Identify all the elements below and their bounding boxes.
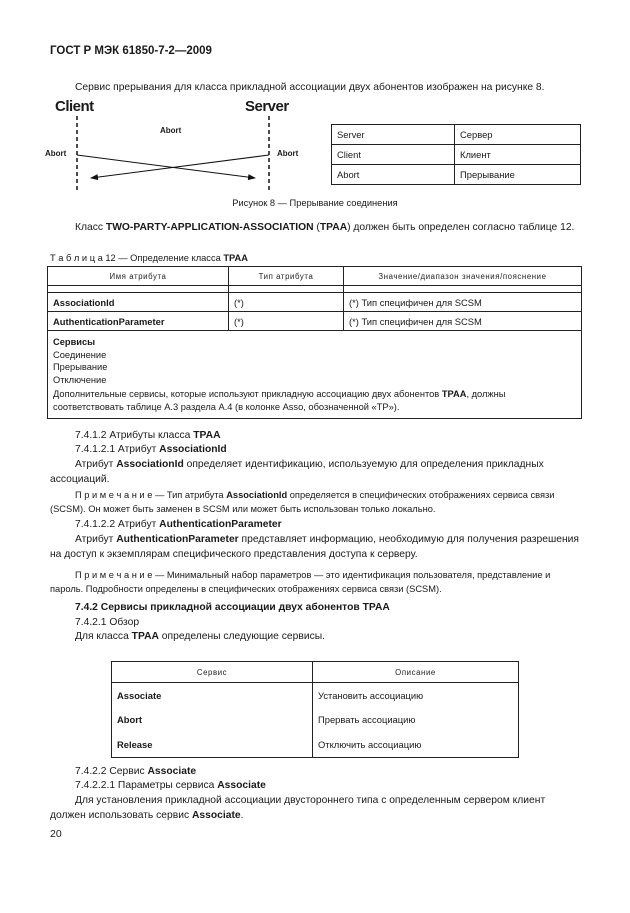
paragraph-authenticationparameter: Атрибут AuthenticationParameter представляет информацию, необходимую для получения разрешения на доступ к экземплярам специфического представления доступа к серверу. [50, 534, 579, 560]
table12-header-value: Значение/диапазон значения/пояснение [344, 267, 582, 286]
table12-cell: (*) [229, 293, 344, 312]
server-label: Server [245, 98, 289, 115]
client-label: Client [55, 98, 94, 115]
table12-services-row [48, 331, 582, 419]
note-authentication: П р и м е ч а н и е — Минимальный набор параметров — это идентификация пользователя, представление и пароль. Подробности определены в специфических отображениях сервиса связи (SCSM). [50, 570, 551, 594]
services-cell: Отключить ассоциацию [313, 731, 519, 758]
table12-header-row [48, 267, 582, 286]
table12-header-name: Имя атрибута [48, 267, 229, 286]
table-row [48, 293, 582, 312]
legend-row [332, 165, 581, 185]
table12-header-type: Тип атрибута [229, 267, 344, 286]
services-cell: Установить ассоциацию [313, 683, 519, 708]
heading-7-4-1-2-2: 7.4.1.2.2 Атрибут AuthenticationParameter [75, 519, 282, 530]
table12-caption: Т а б л и ц а 12 — Определение класса TPAA [50, 253, 248, 263]
services-item: Отключение [53, 374, 107, 385]
abort-right-label: Abort [277, 149, 299, 158]
services-extra: Дополнительные сервисы, которые используют прикладную ассоциацию двух абонентов TPAA, должны соответствовать таблице А.3 раздела А.4 (в колонке Asso, обозначенной «TP»). [53, 389, 506, 412]
legend-term: Client [332, 145, 455, 165]
heading-7-4-2-2: 7.4.2.2 Сервис Associate [75, 766, 197, 777]
heading-7-4-1-2-1: 7.4.1.2.1 Атрибут AssociationId [75, 444, 227, 455]
sequence-lines [45, 98, 305, 193]
services-table [111, 661, 519, 758]
table12-cell: AssociationId [48, 293, 229, 312]
table-row [112, 731, 519, 758]
figure-caption: Рисунок 8 — Прерывание соединения [232, 198, 398, 208]
legend-translation: Клиент [455, 145, 581, 165]
table-row [48, 312, 582, 331]
services-item: Соединение [53, 349, 107, 360]
note-associationid: П р и м е ч а н и е — Тип атрибута AssociationId определяется в специфических отображениях сервиса связи (SCSM). Он может быть заменен в SCSM или может быть использован только локально. [50, 490, 555, 514]
table12-cell: AuthenticationParameter [48, 312, 229, 331]
figure-abort-diagram [45, 98, 305, 193]
services-title: Сервисы [53, 337, 96, 347]
heading-7-4-2-1: 7.4.2.1 Обзор [75, 617, 140, 628]
legend-translation: Прерывание [455, 165, 581, 185]
paragraph-class-intro: Класс TWO-PARTY-APPLICATION-ASSOCIATION (TPAA) должен быть определен согласно таблице 12. [75, 222, 575, 233]
services-header-service: Сервис [112, 662, 313, 683]
legend-row [332, 145, 581, 165]
paragraph-services-intro: Для класса TPAA определены следующие сервисы. [75, 631, 325, 642]
services-item: Прерывание [53, 362, 108, 372]
table12-cell: (*) Тип специфичен для SCSM [344, 312, 582, 331]
page-number: 20 [50, 828, 62, 840]
table12 [47, 266, 582, 419]
services-cell: Release [112, 731, 313, 758]
abort-left-label: Abort [45, 149, 67, 158]
document-header: ГОСТ Р МЭК 61850-7-2—2009 [50, 45, 212, 57]
legend-term: Server [332, 125, 455, 145]
table-row [112, 683, 519, 708]
heading-7-4-1-2: 7.4.1.2 Атрибуты класса TPAA [75, 430, 221, 441]
legend-row [332, 125, 581, 145]
paragraph-associate: Для установления прикладной ассоциации двустороннего типа с определенным сервером клиент должен использовать сервис Associate. [50, 795, 546, 821]
services-cell: Прервать ассоциацию [313, 707, 519, 731]
heading-7-4-2-2-1: 7.4.2.2.1 Параметры сервиса Associate [75, 780, 266, 791]
services-cell: Abort [112, 707, 313, 731]
abort-center-label: Abort [160, 126, 182, 135]
legend-term: Abort [332, 165, 455, 185]
figure-legend-table [331, 124, 581, 185]
legend-translation: Сервер [455, 125, 581, 145]
table12-spacer-row [48, 286, 582, 293]
table12-cell: (*) [229, 312, 344, 331]
heading-7-4-2: 7.4.2 Сервисы прикладной ассоциации двух абонентов TPAA [75, 602, 390, 613]
services-cell: Associate [112, 683, 313, 708]
services-header-description: Описание [313, 662, 519, 683]
paragraph-associationid: Атрибут AssociationId определяет идентификацию, используемую для определения прикладных ассоциаций. [50, 459, 544, 485]
table-row [112, 707, 519, 731]
intro-paragraph: Сервис прерывания для класса прикладной ассоциации двух абонентов изображен на рисунке 8. [75, 82, 545, 93]
services-header-row [112, 662, 519, 683]
table12-cell: (*) Тип специфичен для SCSM [344, 293, 582, 312]
